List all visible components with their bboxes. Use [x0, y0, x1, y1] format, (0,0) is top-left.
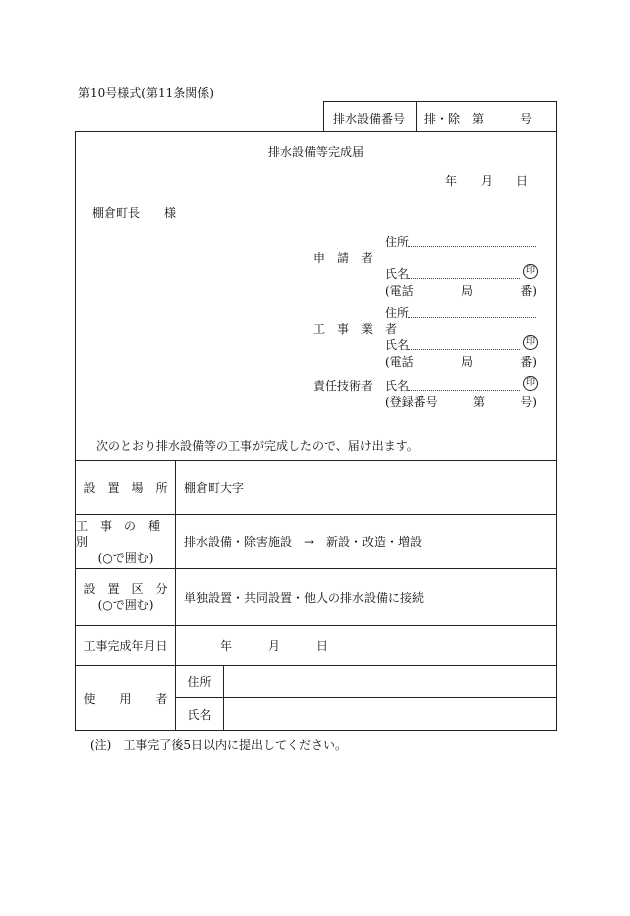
registration-open: (登録番号 [385, 395, 438, 409]
phone-exchange: 局 [460, 284, 473, 298]
engineer-role: 責任技術者 [313, 379, 374, 393]
drainage-number-label: 排水設備番号 [333, 112, 406, 126]
seal-icon: 印 [523, 335, 538, 350]
engineer-name-field [408, 390, 520, 391]
contractor-address-label: 住所 [385, 306, 410, 320]
statement: 次のとおり排水設備等の工事が完成したので、届け出ます。 [96, 439, 419, 453]
work-type-note: (○で囲む) [97, 550, 154, 565]
user-address-label: 住所 [187, 675, 212, 689]
user-name-label: 氏名 [187, 707, 212, 722]
applicant-name-field [408, 278, 520, 279]
work-type-label: 工 事 の 種 別 [76, 518, 173, 549]
contractor-role: 工 事 業 者 [313, 322, 398, 336]
work-type-value: 排水設備・除害施設 → 新設・改造・増設 [184, 535, 423, 549]
contractor-phone [385, 353, 537, 370]
form-number: 第10号様式(第11条関係) [78, 86, 214, 100]
user-label: 使 用 者 [83, 691, 168, 706]
contractor-name-label: 氏名 [385, 338, 410, 352]
footnote: (注) 工事完了後5日以内に提出してください。 [90, 738, 347, 752]
phone-open: (電話 [385, 355, 414, 369]
seal-icon: 印 [523, 376, 538, 391]
contractor-name-field [408, 349, 520, 350]
applicant-role: 申 請 者 [313, 251, 374, 265]
install-class-label: 設 置 区 分 [83, 582, 168, 596]
phone-exchange: 局 [460, 355, 473, 369]
applicant-phone [385, 282, 537, 299]
document-title: 排水設備等完成届 [268, 145, 365, 159]
completion-date-value: 年 月 日 [220, 639, 329, 653]
location-label: 設 置 場 所 [83, 481, 168, 495]
applicant-address-label: 住所 [385, 235, 410, 249]
completion-date-label: 工事完成年月日 [83, 639, 168, 653]
registration-dai: 第 [472, 395, 485, 409]
phone-number: 番) [520, 355, 537, 369]
date-month: 月 [481, 174, 494, 188]
registration-go: 号) [520, 395, 537, 409]
applicant-address-field [408, 246, 536, 247]
engineer-name-label: 氏名 [385, 379, 410, 393]
date-day: 日 [516, 174, 529, 188]
engineer-registration [385, 393, 537, 410]
date-year: 年 [445, 174, 458, 188]
phone-open: (電話 [385, 284, 414, 298]
contractor-address-field [408, 317, 536, 318]
install-class-note: (○で囲む) [97, 598, 154, 612]
seal-icon: 印 [523, 264, 538, 279]
applicant-name-label: 氏名 [385, 267, 410, 281]
drainage-number-value: 排・除 第 号 [424, 112, 533, 126]
addressee: 棚倉町長 様 [92, 206, 177, 220]
phone-number: 番) [520, 284, 537, 298]
location-value: 棚倉町大字 [184, 481, 245, 495]
install-class-value: 単独設置・共同設置・他人の排水設備に接続 [184, 590, 425, 605]
